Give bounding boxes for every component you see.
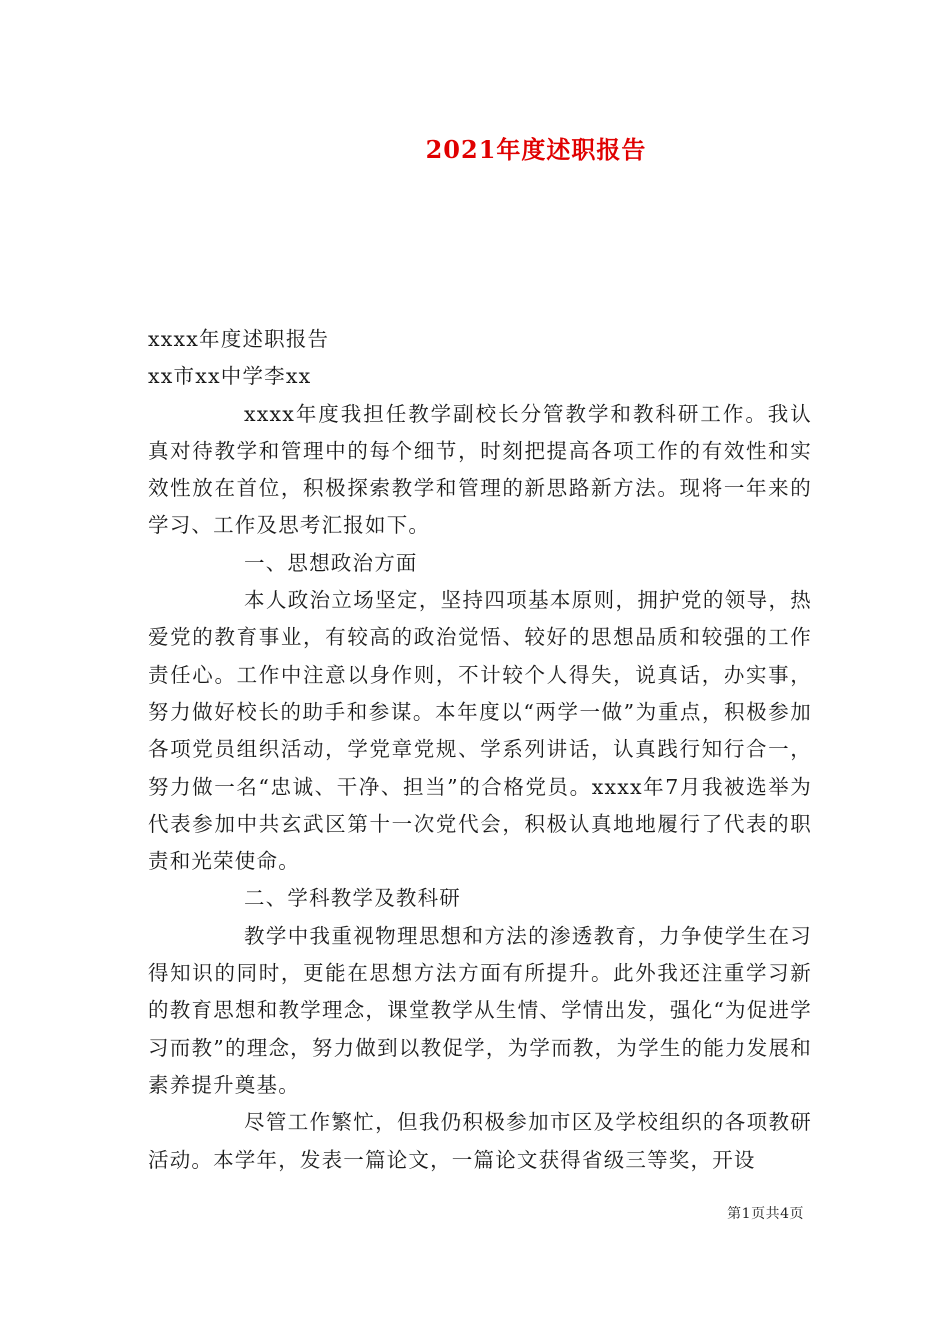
section-1-heading: 一、思想政治方面 (244, 550, 418, 575)
document-body (148, 321, 812, 1179)
document-title: 2021年度述职报告 (425, 135, 647, 164)
section-2-paragraph-1: 教学中我重视物理思想和方法的渗透教育，力争使学生在习得知识的同时，更能在思想方法方面有所提升。此外我还注重学习新的教育思想和教学理念，课堂教学从生情、学情出发，强化“为促进学习而教”的理念，努力做到以教促学，为学而教，为学生的能力发展和素养提升奠基。 (148, 923, 812, 1097)
page-number: 第1页共4页 (727, 1206, 804, 1222)
section-2-heading: 二、学科教学及教科研 (244, 886, 461, 911)
section-1-paragraph: 本人政治立场坚定，坚持四项基本原则，拥护党的领导，热爱党的教育事业，有较高的政治觉悟、较好的思想品质和较强的工作责任心。工作中注意以身作则，不计较个人得失，说真话，办实事，努力做好校长的助手和参谋。本年度以“两学一做”为重点，积极参加各项党员组织活动，学党章党规、学系列讲话，认真践行知行合一，努力做一名“忠诚、干净、担当”的合格党员。xxxx年7月我被选举为代表参加中共玄武区第十一次党代会，积极认真地地履行了代表的职责和光荣使命。 (148, 588, 812, 874)
report-header-title: xxxx年度述职报告 (148, 327, 330, 351)
intro-paragraph: xxxx年度我担任教学副校长分管教学和教科研工作。我认真对待教学和管理中的每个细节，时刻把提高各项工作的有效性和实效性放在首位，积极探索教学和管理的新思路新方法。现将一年来的学习、工作及思考汇报如下。 (148, 401, 812, 538)
author-line: xx市xx中学李xx (148, 364, 312, 389)
section-2-paragraph-2: 尽管工作繁忙，但我仍积极参加市区及学校组织的各项教研活动。本学年，发表一篇论文，一篇论文获得省级三等奖，开设 (148, 1110, 812, 1172)
